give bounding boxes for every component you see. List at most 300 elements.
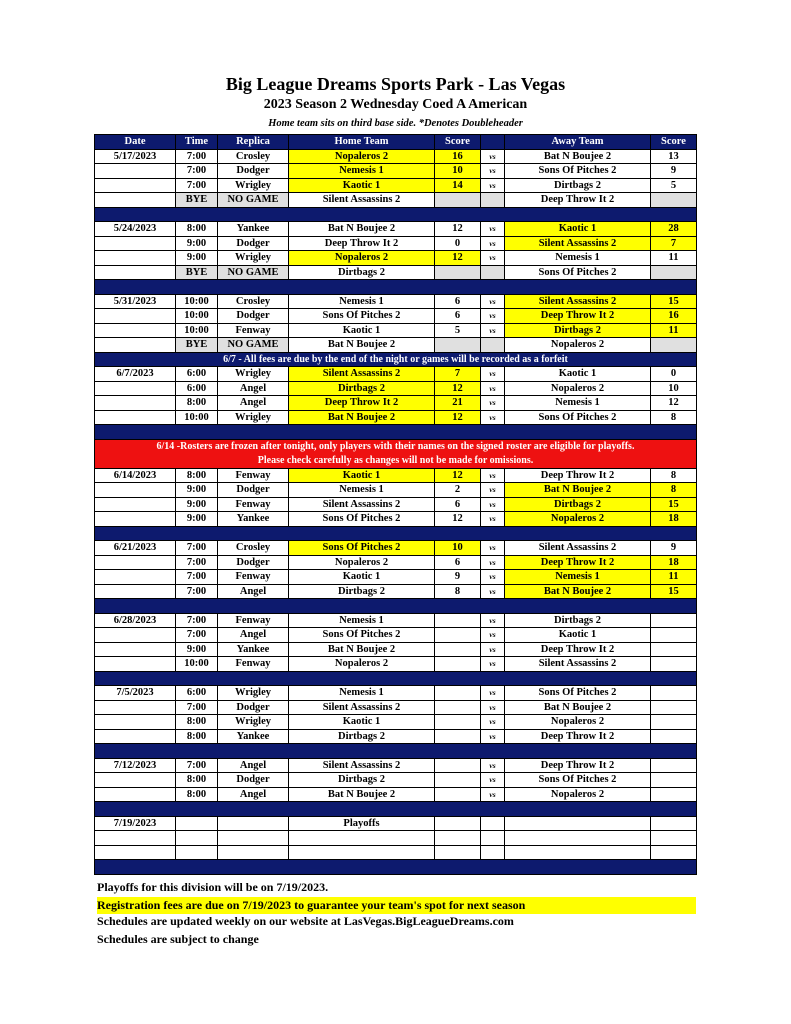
date-cell <box>95 787 176 802</box>
home-score-cell <box>435 715 481 730</box>
away-team-cell: Nemesis 1 <box>505 251 651 266</box>
away-team-cell <box>505 845 651 860</box>
home-score-cell <box>435 686 481 701</box>
time-cell: 7:00 <box>176 613 218 628</box>
game-row <box>95 512 697 527</box>
away-team-cell: Dirtbags 2 <box>505 497 651 512</box>
away-score-cell <box>651 787 697 802</box>
away-score-cell: 8 <box>651 483 697 498</box>
replica-cell: Crosley <box>218 541 289 556</box>
replica-cell: Wrigley <box>218 410 289 425</box>
away-score-cell <box>651 773 697 788</box>
vs-cell: vs <box>481 729 505 744</box>
away-team-cell: Deep Throw It 2 <box>505 555 651 570</box>
game-row <box>95 816 697 831</box>
game-row <box>95 381 697 396</box>
away-team-cell: Nopaleros 2 <box>505 512 651 527</box>
time-cell: 7:00 <box>176 541 218 556</box>
away-team-cell: Nopaleros 2 <box>505 715 651 730</box>
away-score-cell: 12 <box>651 396 697 411</box>
home-score-cell <box>435 700 481 715</box>
replica-cell: Wrigley <box>218 251 289 266</box>
vs-cell: vs <box>481 512 505 527</box>
home-team-cell: Silent Assassins 2 <box>289 700 435 715</box>
game-row <box>95 555 697 570</box>
table-header-row <box>95 135 697 150</box>
game-row <box>95 483 697 498</box>
date-cell <box>95 396 176 411</box>
away-score-cell: 10 <box>651 381 697 396</box>
col-vs <box>481 135 505 150</box>
time-cell: 9:00 <box>176 512 218 527</box>
date-cell <box>95 729 176 744</box>
col-date: Date <box>95 135 176 150</box>
home-score-cell: 12 <box>435 222 481 237</box>
home-score-cell <box>435 193 481 208</box>
away-score-cell: 15 <box>651 497 697 512</box>
time-cell: 9:00 <box>176 497 218 512</box>
date-cell: 5/31/2023 <box>95 294 176 309</box>
away-score-cell <box>651 845 697 860</box>
time-cell: BYE <box>176 338 218 353</box>
vs-cell: vs <box>481 468 505 483</box>
date-cell <box>95 642 176 657</box>
home-team-cell: Nemesis 1 <box>289 613 435 628</box>
home-team-cell: Kaotic 1 <box>289 570 435 585</box>
replica-cell <box>218 845 289 860</box>
page-subtitle: 2023 Season 2 Wednesday Coed A American <box>263 97 528 112</box>
home-team-cell: Nemesis 1 <box>289 483 435 498</box>
replica-cell: Crosley <box>218 149 289 164</box>
time-cell: 8:00 <box>176 396 218 411</box>
time-cell: 7:00 <box>176 570 218 585</box>
game-row <box>95 367 697 382</box>
away-team-cell: Deep Throw It 2 <box>505 729 651 744</box>
time-cell: 8:00 <box>176 715 218 730</box>
vs-cell: vs <box>481 410 505 425</box>
away-score-cell: 8 <box>651 410 697 425</box>
vs-cell: vs <box>481 642 505 657</box>
away-team-cell: Bat N Boujee 2 <box>505 483 651 498</box>
page-note: Home team sits on third base side. *Denotes Doubleheader <box>268 118 523 129</box>
home-team-cell: Kaotic 1 <box>289 323 435 338</box>
away-score-cell: 28 <box>651 222 697 237</box>
game-row <box>95 149 697 164</box>
away-score-cell <box>651 193 697 208</box>
date-cell <box>95 628 176 643</box>
home-team-cell: Bat N Boujee 2 <box>289 642 435 657</box>
vs-cell: vs <box>481 483 505 498</box>
separator-cell <box>95 526 697 541</box>
vs-cell: vs <box>481 555 505 570</box>
game-row <box>95 845 697 860</box>
replica-cell: Dodger <box>218 236 289 251</box>
time-cell <box>176 816 218 831</box>
home-score-cell: 6 <box>435 309 481 324</box>
home-score-cell <box>435 729 481 744</box>
separator-cell <box>95 802 697 817</box>
bye-row <box>95 193 697 208</box>
home-team-cell: Dirtbags 2 <box>289 584 435 599</box>
separator-cell <box>95 860 697 875</box>
vs-cell: vs <box>481 657 505 672</box>
game-row <box>95 787 697 802</box>
date-cell <box>95 657 176 672</box>
home-team-cell: Dirtbags 2 <box>289 773 435 788</box>
week-separator <box>95 280 697 295</box>
vs-cell: vs <box>481 787 505 802</box>
away-team-cell: Nopaleros 2 <box>505 787 651 802</box>
alert-text-line2: Please check carefully as changes will not be made for omissions. <box>257 454 534 466</box>
home-team-cell: Sons Of Pitches 2 <box>289 309 435 324</box>
home-team-cell: Nemesis 1 <box>289 294 435 309</box>
home-score-cell: 12 <box>435 251 481 266</box>
away-score-cell <box>651 686 697 701</box>
game-row <box>95 700 697 715</box>
replica-cell <box>218 816 289 831</box>
home-team-cell: Nopaleros 2 <box>289 149 435 164</box>
home-team-cell: Sons Of Pitches 2 <box>289 541 435 556</box>
footer-website: Schedules are updated weekly on our website at LasVegas.BigLeagueDreams.com <box>97 914 514 928</box>
date-cell <box>95 512 176 527</box>
date-cell <box>95 700 176 715</box>
away-score-cell: 15 <box>651 294 697 309</box>
separator-cell <box>95 599 697 614</box>
time-cell: 7:00 <box>176 758 218 773</box>
away-team-cell: Bat N Boujee 2 <box>505 700 651 715</box>
home-score-cell: 6 <box>435 555 481 570</box>
home-score-cell <box>435 657 481 672</box>
home-team-cell: Nopaleros 2 <box>289 251 435 266</box>
time-cell: 9:00 <box>176 251 218 266</box>
time-cell: 8:00 <box>176 222 218 237</box>
home-team-cell: Dirtbags 2 <box>289 381 435 396</box>
home-score-cell <box>435 816 481 831</box>
vs-cell <box>481 816 505 831</box>
away-score-cell: 13 <box>651 149 697 164</box>
time-cell: 6:00 <box>176 367 218 382</box>
date-cell <box>95 715 176 730</box>
notice-text: 6/7 - All fees are due by the end of the night or games will be recorded as a forfeit <box>95 352 697 367</box>
home-score-cell <box>435 845 481 860</box>
home-score-cell: 12 <box>435 468 481 483</box>
time-cell: 8:00 <box>176 468 218 483</box>
game-row <box>95 309 697 324</box>
date-cell: 7/19/2023 <box>95 816 176 831</box>
vs-cell: vs <box>481 323 505 338</box>
home-team-cell: Silent Assassins 2 <box>289 497 435 512</box>
home-team-cell: Silent Assassins 2 <box>289 758 435 773</box>
home-score-cell: 12 <box>435 410 481 425</box>
game-row <box>95 222 697 237</box>
home-score-cell: 8 <box>435 584 481 599</box>
week-separator <box>95 671 697 686</box>
replica-cell: Fenway <box>218 570 289 585</box>
away-score-cell: 8 <box>651 468 697 483</box>
away-team-cell: Bat N Boujee 2 <box>505 149 651 164</box>
replica-cell: Dodger <box>218 483 289 498</box>
vs-cell: vs <box>481 222 505 237</box>
game-row <box>95 323 697 338</box>
col-away-score: Score <box>651 135 697 150</box>
home-score-cell <box>435 787 481 802</box>
away-team-cell: Dirtbags 2 <box>505 613 651 628</box>
date-cell <box>95 178 176 193</box>
away-team-cell: Silent Assassins 2 <box>505 236 651 251</box>
footer-playoffs: Playoffs for this division will be on 7/19/2023. <box>97 880 329 894</box>
date-cell <box>95 265 176 280</box>
replica-cell: Yankee <box>218 642 289 657</box>
date-cell <box>95 497 176 512</box>
notice-row <box>95 352 697 367</box>
date-cell <box>95 338 176 353</box>
away-team-cell: Deep Throw It 2 <box>505 642 651 657</box>
time-cell: 7:00 <box>176 700 218 715</box>
away-team-cell: Kaotic 1 <box>505 222 651 237</box>
away-score-cell <box>651 265 697 280</box>
away-team-cell <box>505 816 651 831</box>
home-team-cell: Bat N Boujee 2 <box>289 222 435 237</box>
vs-cell: vs <box>481 715 505 730</box>
replica-cell: Angel <box>218 787 289 802</box>
away-team-cell: Bat N Boujee 2 <box>505 584 651 599</box>
replica-cell: NO GAME <box>218 193 289 208</box>
replica-cell <box>218 831 289 846</box>
home-score-cell: 0 <box>435 236 481 251</box>
date-cell <box>95 193 176 208</box>
footer-registration: Registration fees are due on 7/19/2023 to guarantee your team's spot for next season <box>97 897 696 914</box>
replica-cell: Angel <box>218 584 289 599</box>
game-row <box>95 758 697 773</box>
replica-cell: Wrigley <box>218 686 289 701</box>
game-row <box>95 729 697 744</box>
date-cell: 5/24/2023 <box>95 222 176 237</box>
vs-cell: vs <box>481 700 505 715</box>
date-cell <box>95 251 176 266</box>
home-score-cell: 10 <box>435 164 481 179</box>
col-replica: Replica <box>218 135 289 150</box>
date-cell <box>95 323 176 338</box>
home-score-cell: 2 <box>435 483 481 498</box>
home-score-cell <box>435 642 481 657</box>
replica-cell: NO GAME <box>218 265 289 280</box>
week-separator <box>95 526 697 541</box>
away-team-cell: Sons Of Pitches 2 <box>505 164 651 179</box>
week-separator <box>95 802 697 817</box>
replica-cell: Wrigley <box>218 367 289 382</box>
replica-cell: Angel <box>218 628 289 643</box>
date-cell <box>95 236 176 251</box>
away-score-cell <box>651 831 697 846</box>
date-cell <box>95 570 176 585</box>
date-cell <box>95 309 176 324</box>
away-team-cell: Sons Of Pitches 2 <box>505 410 651 425</box>
home-team-cell <box>289 831 435 846</box>
time-cell: 10:00 <box>176 657 218 672</box>
game-row <box>95 396 697 411</box>
game-row <box>95 570 697 585</box>
away-score-cell <box>651 700 697 715</box>
time-cell: BYE <box>176 265 218 280</box>
time-cell: 6:00 <box>176 686 218 701</box>
away-team-cell: Kaotic 1 <box>505 367 651 382</box>
date-cell: 7/12/2023 <box>95 758 176 773</box>
away-score-cell: 16 <box>651 309 697 324</box>
home-team-cell: Sons Of Pitches 2 <box>289 512 435 527</box>
away-score-cell <box>651 338 697 353</box>
time-cell: 10:00 <box>176 323 218 338</box>
away-score-cell: 5 <box>651 178 697 193</box>
alert-text-line1: 6/14 -Rosters are frozen after tonight, only players with their names on the signed roster are eligible for playoffs. <box>156 440 635 452</box>
time-cell: 9:00 <box>176 483 218 498</box>
vs-cell: vs <box>481 497 505 512</box>
game-row <box>95 773 697 788</box>
vs-cell: vs <box>481 758 505 773</box>
home-score-cell: 7 <box>435 367 481 382</box>
away-score-cell <box>651 642 697 657</box>
vs-cell: vs <box>481 178 505 193</box>
game-row <box>95 657 697 672</box>
home-team-cell: Nopaleros 2 <box>289 555 435 570</box>
date-cell <box>95 483 176 498</box>
date-cell <box>95 555 176 570</box>
game-row <box>95 164 697 179</box>
home-team-cell: Nemesis 1 <box>289 686 435 701</box>
away-team-cell: Sons Of Pitches 2 <box>505 686 651 701</box>
date-cell: 6/14/2023 <box>95 468 176 483</box>
away-score-cell <box>651 628 697 643</box>
replica-cell: Yankee <box>218 222 289 237</box>
away-score-cell <box>651 729 697 744</box>
game-row <box>95 584 697 599</box>
game-row <box>95 251 697 266</box>
alert-row <box>95 439 697 468</box>
vs-cell: vs <box>481 570 505 585</box>
time-cell: BYE <box>176 193 218 208</box>
replica-cell: Angel <box>218 396 289 411</box>
time-cell: 7:00 <box>176 628 218 643</box>
vs-cell: vs <box>481 381 505 396</box>
home-team-cell: Kaotic 1 <box>289 178 435 193</box>
game-row <box>95 613 697 628</box>
time-cell: 8:00 <box>176 729 218 744</box>
col-home-score: Score <box>435 135 481 150</box>
away-score-cell <box>651 613 697 628</box>
away-team-cell: Kaotic 1 <box>505 628 651 643</box>
replica-cell: Yankee <box>218 729 289 744</box>
replica-cell: Crosley <box>218 294 289 309</box>
time-cell: 10:00 <box>176 410 218 425</box>
away-score-cell: 9 <box>651 164 697 179</box>
date-cell <box>95 164 176 179</box>
week-separator <box>95 425 697 440</box>
away-team-cell: Deep Throw It 2 <box>505 758 651 773</box>
col-away-team: Away Team <box>505 135 651 150</box>
home-team-cell: Playoffs <box>289 816 435 831</box>
vs-cell: vs <box>481 149 505 164</box>
home-score-cell: 16 <box>435 149 481 164</box>
replica-cell: Fenway <box>218 468 289 483</box>
home-team-cell: Bat N Boujee 2 <box>289 338 435 353</box>
away-score-cell: 15 <box>651 584 697 599</box>
away-team-cell: Dirtbags 2 <box>505 323 651 338</box>
replica-cell: Dodger <box>218 773 289 788</box>
game-row <box>95 831 697 846</box>
away-team-cell: Nopaleros 2 <box>505 381 651 396</box>
time-cell: 8:00 <box>176 773 218 788</box>
home-score-cell: 21 <box>435 396 481 411</box>
replica-cell: Wrigley <box>218 715 289 730</box>
away-team-cell: Nopaleros 2 <box>505 338 651 353</box>
home-score-cell: 12 <box>435 512 481 527</box>
separator-cell <box>95 744 697 759</box>
away-score-cell: 7 <box>651 236 697 251</box>
away-team-cell: Nemesis 1 <box>505 396 651 411</box>
home-team-cell: Nemesis 1 <box>289 164 435 179</box>
away-score-cell: 18 <box>651 512 697 527</box>
vs-cell: vs <box>481 613 505 628</box>
home-team-cell: Sons Of Pitches 2 <box>289 628 435 643</box>
vs-cell: vs <box>481 628 505 643</box>
time-cell: 8:00 <box>176 787 218 802</box>
away-team-cell: Deep Throw It 2 <box>505 309 651 324</box>
replica-cell: Yankee <box>218 512 289 527</box>
away-score-cell: 18 <box>651 555 697 570</box>
home-team-cell: Bat N Boujee 2 <box>289 410 435 425</box>
time-cell: 9:00 <box>176 236 218 251</box>
away-score-cell <box>651 758 697 773</box>
separator-cell <box>95 671 697 686</box>
week-separator <box>95 860 697 875</box>
away-team-cell: Deep Throw It 2 <box>505 468 651 483</box>
game-row <box>95 294 697 309</box>
home-team-cell: Dirtbags 2 <box>289 729 435 744</box>
home-score-cell: 6 <box>435 294 481 309</box>
home-team-cell <box>289 845 435 860</box>
page-title: Big League Dreams Sports Park - Las Vegas <box>225 74 566 94</box>
away-team-cell: Nemesis 1 <box>505 570 651 585</box>
replica-cell: Angel <box>218 381 289 396</box>
vs-cell: vs <box>481 251 505 266</box>
home-score-cell: 12 <box>435 381 481 396</box>
date-cell: 6/7/2023 <box>95 367 176 382</box>
home-score-cell <box>435 758 481 773</box>
away-score-cell <box>651 816 697 831</box>
home-score-cell <box>435 831 481 846</box>
away-team-cell: Sons Of Pitches 2 <box>505 773 651 788</box>
vs-cell: vs <box>481 773 505 788</box>
date-cell <box>95 831 176 846</box>
home-team-cell: Kaotic 1 <box>289 715 435 730</box>
vs-cell: vs <box>481 309 505 324</box>
vs-cell <box>481 338 505 353</box>
home-score-cell <box>435 265 481 280</box>
away-team-cell: Dirtbags 2 <box>505 178 651 193</box>
replica-cell: NO GAME <box>218 338 289 353</box>
replica-cell: Fenway <box>218 323 289 338</box>
date-cell <box>95 773 176 788</box>
home-team-cell: Silent Assassins 2 <box>289 367 435 382</box>
away-team-cell: Silent Assassins 2 <box>505 541 651 556</box>
home-team-cell: Silent Assassins 2 <box>289 193 435 208</box>
away-team-cell: Sons Of Pitches 2 <box>505 265 651 280</box>
home-score-cell <box>435 773 481 788</box>
schedule-body <box>95 149 697 874</box>
away-team-cell: Silent Assassins 2 <box>505 657 651 672</box>
alert-cell <box>95 439 697 468</box>
home-score-cell <box>435 628 481 643</box>
away-score-cell <box>651 715 697 730</box>
